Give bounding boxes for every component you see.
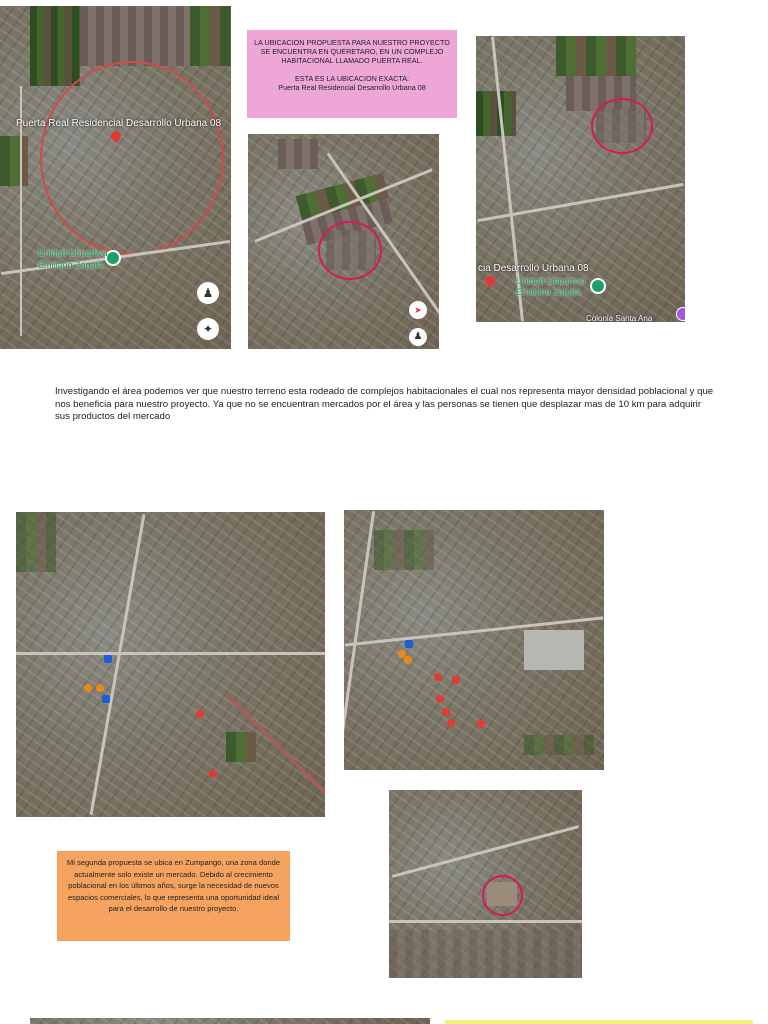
location-note-intro: LA UBICACION PROPUESTA PARA NUESTRO PROYECTO SE ENCUENTRA EN QUERETARO, EN UN COMPLEJO HABITACIONAL LLAMADO PUERTA REAL. [254, 38, 450, 65]
location-note-heading: ESTA ES LA UBICACION EXACTA: [295, 74, 409, 83]
road [389, 920, 582, 923]
yellow-note-partial [445, 1020, 753, 1024]
farm-fields [80, 6, 190, 66]
poi-label: Unidad Deportiva [516, 276, 586, 286]
restriction-marker-icon [196, 710, 204, 718]
food-marker-icon [96, 684, 104, 692]
farm-fields [556, 36, 636, 76]
zumpango-note: Mi segunda propuesta se ubica en Zumpango, una zona donde actualmente solo existe un mercado. Debido al crecimiento poblacional en los últimos años, surge la necesidad de nuevos espacios comerciales, lo que representa una oportunidad ideal para el desarrollo de nuestro proyecto. [57, 851, 290, 941]
street-view-icon[interactable]: ♟ [409, 328, 427, 346]
project-site-circle [318, 221, 382, 280]
map-bottom-partial [30, 1018, 430, 1024]
farm-fields [524, 735, 594, 755]
restriction-marker-icon [477, 720, 485, 728]
map-wider-area [476, 36, 685, 322]
market-marker-icon [102, 695, 110, 703]
farm-fields [278, 139, 318, 169]
farm-fields [0, 136, 28, 186]
food-marker-icon [84, 684, 92, 692]
street-view-icon[interactable]: ♟ [197, 282, 219, 304]
road [392, 825, 579, 878]
market-marker-icon [405, 640, 413, 648]
farm-fields [16, 512, 56, 572]
poi-sub-label: Emiliano Zapata [516, 287, 582, 297]
road [16, 652, 325, 655]
map-zumpango-mid [344, 510, 604, 770]
restriction-marker-icon [447, 719, 455, 727]
road [90, 514, 146, 815]
map-zumpango-overview [16, 512, 325, 817]
analysis-paragraph: Investigando el área podemos ver que nuestro terreno esta rodeado de complejos habitacionales el cual nos representa mayor densidad poblacional y que nos beneficia para nuestro proyecto. Ya que no se encuentran mercados por el área y las personas se tienen que desplazar mas de 10 km para adquirir sus productos del mercado [55, 386, 714, 422]
road [524, 630, 584, 670]
map-site-closeup [248, 134, 439, 349]
project-site-circle [482, 875, 523, 916]
restriction-marker-icon [209, 770, 217, 778]
place-marker-icon [676, 307, 685, 321]
place-label: cia Desarrollo Urbana 08 [478, 263, 589, 274]
map-zumpango-site [389, 790, 582, 978]
area-label: Colonia Santa Ana [586, 314, 653, 322]
farm-fields [226, 732, 256, 762]
restriction-marker-icon [442, 708, 450, 716]
map-puerta-real-overview [0, 6, 231, 349]
farm-fields [190, 6, 231, 66]
farm-fields [476, 91, 516, 136]
sports-pin-icon [590, 278, 606, 294]
project-site-circle [591, 98, 653, 154]
compass-icon[interactable]: ✦ [197, 318, 219, 340]
location-note [247, 30, 457, 118]
residential-perimeter [40, 61, 224, 255]
farm-fields [30, 6, 80, 86]
poi-sub-label: Emiliano Zapata [38, 260, 104, 270]
restriction-marker-icon [434, 673, 442, 681]
poi-label: Unidad Deportiva [38, 248, 108, 258]
location-pin-icon [483, 274, 497, 288]
farm-fields [374, 530, 434, 570]
restriction-marker-icon [436, 695, 444, 703]
location-note-address: Puerta Real Residencial Desarrollo Urbana 08 [278, 83, 426, 92]
place-label: Puerta Real Residencial Desarrollo Urbana 08 [16, 118, 222, 129]
restriction-marker-icon [452, 676, 460, 684]
farm-fields [389, 930, 582, 978]
food-marker-icon [404, 656, 412, 664]
market-marker-icon [104, 655, 112, 663]
compass-icon[interactable]: ➤ [409, 301, 427, 319]
